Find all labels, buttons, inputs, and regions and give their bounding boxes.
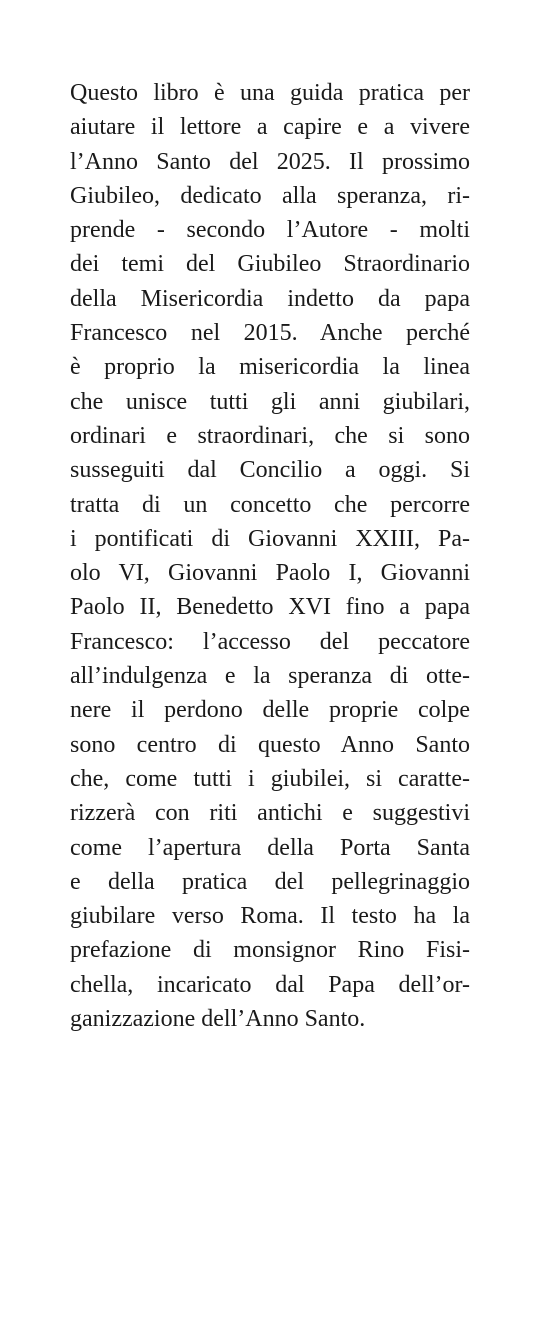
blurb-line: è proprio la misericordia la linea — [70, 354, 470, 381]
blurb-line: Paolo II, Benedetto XVI fino a papa — [70, 594, 470, 621]
blurb-line: dei temi del Giubileo Straordinario — [70, 251, 470, 278]
blurb-line: rizzerà con riti antichi e suggestivi — [70, 800, 470, 827]
blurb-line: olo VI, Giovanni Paolo I, Giovanni — [70, 560, 470, 587]
blurb-line: prefazione di monsignor Rino Fisi- — [70, 937, 470, 964]
blurb-line: chella, incaricato dal Papa dell’or- — [70, 971, 470, 998]
blurb-line: aiutare il lettore a capire e a vivere — [70, 114, 470, 141]
blurb-line: della Misericordia indetto da papa — [70, 285, 470, 312]
blurb-line: prende - secondo l’Autore - molti — [70, 217, 470, 244]
blurb-line: Francesco nel 2015. Anche perché — [70, 320, 470, 347]
blurb-line: Giubileo, dedicato alla speranza, ri- — [70, 182, 470, 209]
blurb-line: i pontificati di Giovanni XXIII, Pa- — [70, 525, 470, 552]
blurb-line: l’Anno Santo del 2025. Il prossimo — [70, 148, 470, 175]
blurb-line: ganizzazione dell’Anno Santo. — [70, 1006, 366, 1033]
blurb-text — [70, 76, 470, 1036]
blurb-line: Questo libro è una guida pratica per — [70, 80, 470, 106]
blurb-line: che, come tutti i giubilei, si caratte- — [70, 765, 470, 792]
blurb-line: tratta di un concetto che percorre — [70, 491, 470, 518]
blurb-line: all’indulgenza e la speranza di otte- — [70, 663, 470, 690]
blurb-line: e della pratica del pellegrinaggio — [70, 868, 470, 895]
blurb-line: che unisce tutti gli anni giubilari, — [70, 388, 470, 415]
blurb-line: giubilare verso Roma. Il testo ha la — [70, 903, 470, 930]
blurb-line: sono centro di questo Anno Santo — [70, 731, 470, 758]
blurb-line: susseguiti dal Concilio a oggi. Si — [70, 457, 470, 484]
blurb-line: nere il perdono delle proprie colpe — [70, 697, 470, 724]
blurb-line: Francesco: l’accesso del peccatore — [70, 628, 470, 655]
blurb-line: come l’apertura della Porta Santa — [70, 834, 470, 861]
blurb-line: ordinari e straordinari, che si sono — [70, 422, 470, 449]
